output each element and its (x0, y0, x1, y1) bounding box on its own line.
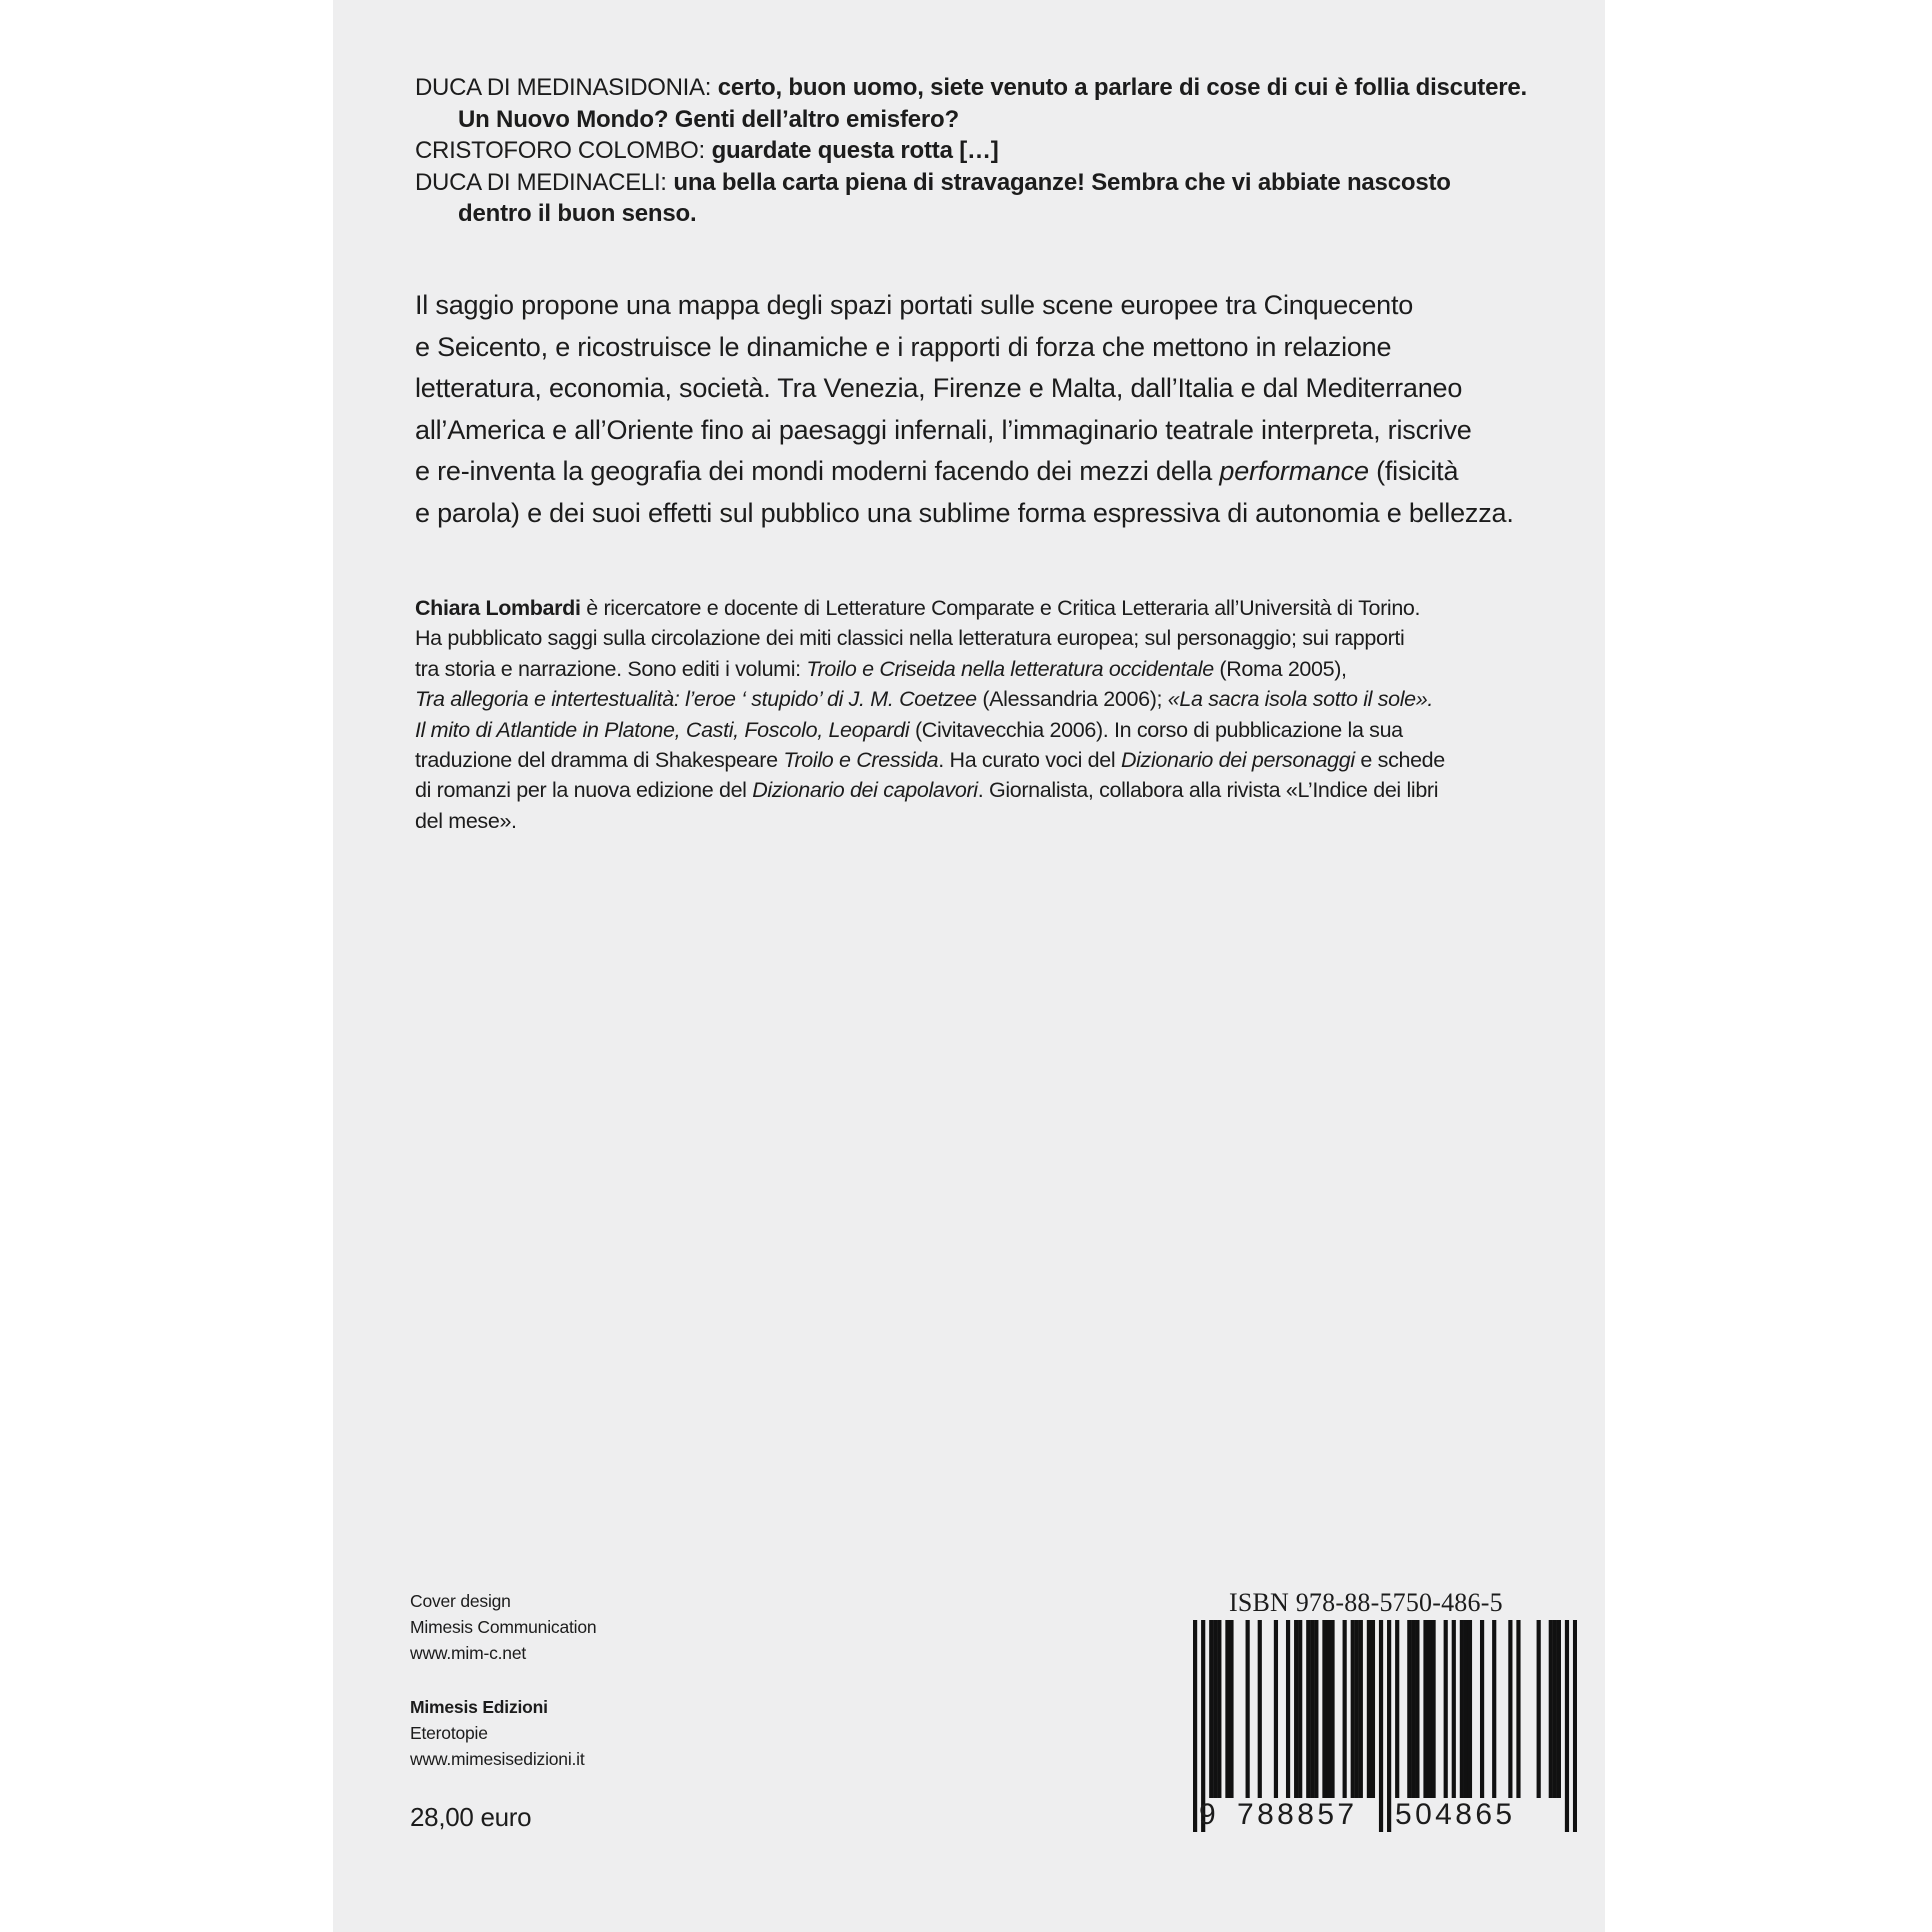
dialogue-line (415, 104, 1535, 136)
barcode-bar (1468, 1620, 1472, 1798)
barcode-bar (1423, 1620, 1427, 1798)
bio-text: (Roma 2005), (1213, 656, 1347, 681)
publisher-name: Mimesis Edizioni (410, 1697, 548, 1717)
bio-text: è ricercatore e docente di Letterature Comparate e Critica Letteraria all’Università di Torino. (580, 596, 1421, 620)
barcode-bar (1415, 1620, 1419, 1798)
barcode-bar (1516, 1620, 1520, 1798)
barcode-bar (1452, 1620, 1456, 1798)
blurb-italic-term: performance (1219, 456, 1369, 487)
bio-line (415, 593, 1555, 623)
barcode-bar (1246, 1620, 1250, 1798)
blurb-text: e re-inventa la geografia dei mondi moderni facendo dei mezzi della (415, 456, 1220, 487)
blurb-line (415, 451, 1555, 493)
dialogue-line (415, 167, 1535, 199)
book-title: Tra allegoria e intertestualità: l’eroe ‘ stupido’ di J. M. Coetzee (415, 687, 977, 712)
bio-text: . Giornalista, collabora alla rivista «L’Indice dei libri (977, 778, 1439, 803)
barcode-bar (1492, 1620, 1496, 1798)
barcode-bar (1371, 1620, 1375, 1798)
book-title: Il mito di Atlantide in Platone, Casti, Foscolo, Leopardi (415, 717, 910, 742)
blurb-line: letteratura, economia, società. Tra Venezia, Firenze e Malta, dall’Italia e dal Mediterraneo (415, 373, 1463, 404)
book-title: Dizionario dei capolavori (752, 778, 978, 803)
bio-line (415, 684, 1555, 714)
barcode-bar (1549, 1620, 1553, 1798)
barcode-bar (1565, 1620, 1569, 1832)
book-title: Dizionario dei personaggi (1120, 748, 1355, 773)
book-back-cover (333, 0, 1605, 1932)
credits-url: www.mim-c.net (410, 1643, 527, 1663)
blurb-line: all’America e all’Oriente fino ai paesaggi infernali, l’immaginario teatrale interpreta, riscrive (415, 414, 1472, 445)
dialogue-line (415, 72, 1535, 104)
speaker-name: DUCA DI MEDINACELI: (415, 168, 667, 196)
barcode-digits: 9 (1199, 1798, 1216, 1831)
book-title: «La sacra isola sotto il sole». (1167, 687, 1433, 712)
barcode-bar (1294, 1620, 1298, 1798)
bio-text: traduzione del dramma di Shakespeare (415, 748, 784, 773)
blurb-line: e Seicento, e ricostruisce le dinamiche e i rapporti di forza che mettono in relazione (415, 331, 1392, 362)
barcode-bar (1431, 1620, 1435, 1798)
dialogue-line (415, 135, 1535, 167)
speaker-name: CRISTOFORO COLOMBO: (415, 137, 705, 164)
barcode-bar (1537, 1620, 1541, 1798)
price-label: 28,00 euro (410, 1802, 532, 1832)
barcode-bar (1480, 1620, 1484, 1798)
book-blurb (415, 285, 1555, 535)
barcode-bar (1460, 1620, 1464, 1798)
barcode-bar (1229, 1620, 1233, 1798)
barcode-bar (1351, 1620, 1355, 1798)
barcode-bar (1573, 1620, 1577, 1832)
author-name: Chiara Lombardi (415, 596, 581, 620)
barcode-bar (1343, 1620, 1347, 1798)
bio-text: . Ha curato voci del (938, 748, 1121, 773)
barcode-bar (1508, 1620, 1512, 1798)
barcode-bar (1355, 1620, 1359, 1798)
bio-text: di romanzi per la nuova edizione del (415, 778, 753, 803)
barcode-bar (1444, 1620, 1448, 1798)
publisher-url: www.mimesisedizioni.it (410, 1749, 585, 1769)
barcode-bar (1258, 1620, 1262, 1798)
series-name: Eterotopie (410, 1723, 488, 1743)
barcode-bar (1306, 1620, 1310, 1798)
barcode-bar (1193, 1620, 1197, 1832)
speech-text: dentro il buon senso. (458, 200, 697, 227)
isbn-label: ISBN 978-88-5750-486-5 (1229, 1588, 1503, 1617)
barcode-bar (1407, 1620, 1411, 1798)
barcode-bar (1274, 1620, 1278, 1798)
author-bio (415, 593, 1555, 836)
credits-studio: Mimesis Communication (410, 1617, 597, 1637)
bio-line (415, 654, 1555, 684)
barcode-bar (1411, 1620, 1415, 1798)
blurb-text: (fisicità (1368, 456, 1459, 487)
bio-line: Ha pubblicato saggi sulla circolazione dei miti classici nella letteratura europea; sul personaggio; sui rapporti (415, 626, 1405, 651)
speaker-name: DUCA DI MEDINASIDONIA: (415, 74, 712, 101)
bio-line (415, 745, 1555, 775)
speech-text: Un Nuovo Mondo? Genti dell’altro emisfero? (458, 105, 959, 133)
book-title: Troilo e Criseida nella letteratura occidentale (806, 656, 1214, 681)
speech-text: certo, buon uomo, siete venuto a parlare di cose di cui è follia discutere. (717, 74, 1527, 101)
bio-line (415, 775, 1555, 805)
barcode-bar (1330, 1620, 1334, 1798)
barcode-bar (1213, 1620, 1217, 1798)
barcode-bar (1286, 1620, 1290, 1798)
blurb-line: e parola) e dei suoi effetti sul pubblico una sublime forma espressiva di autonomia e bellezza. (415, 497, 1514, 528)
bio-line (415, 715, 1555, 745)
barcode-digits: 504865 (1395, 1798, 1516, 1831)
barcode-bar (1427, 1620, 1431, 1798)
cover-credits (410, 1588, 596, 1666)
barcode-bar (1314, 1620, 1318, 1798)
book-title: Troilo e Cressida (783, 748, 939, 773)
barcode-bar (1326, 1620, 1330, 1798)
bio-text: tra storia e narrazione. Sono editi i volumi: (415, 656, 807, 681)
barcode-bar (1395, 1620, 1399, 1798)
barcode-bar (1298, 1620, 1302, 1798)
barcode-bar (1310, 1620, 1314, 1798)
speech-text: guardate questa rotta […] (711, 137, 999, 164)
blurb-line: Il saggio propone una mappa degli spazi portati sulle scene europee tra Cinquecento (415, 290, 1414, 320)
barcode-digits: 788857 (1237, 1798, 1358, 1831)
barcode-bar (1379, 1620, 1383, 1832)
barcode-bar (1359, 1620, 1363, 1798)
bio-text: (Civitavecchia 2006). In corso di pubblicazione la sua (909, 717, 1403, 742)
opening-dialogue (415, 72, 1535, 230)
barcode-bar (1217, 1620, 1221, 1798)
barcode-bar (1387, 1620, 1391, 1832)
credits-label: Cover design (410, 1591, 511, 1611)
bio-text: e schede (1354, 748, 1445, 773)
dialogue-line (415, 198, 1535, 230)
publisher-info (410, 1694, 585, 1772)
bio-text: (Alessandria 2006); (976, 687, 1168, 712)
barcode-bar (1464, 1620, 1468, 1798)
barcode-bar (1209, 1620, 1213, 1798)
barcode-bar (1225, 1620, 1229, 1798)
speech-text: una bella carta piena di stravaganze! Sembra che vi abbiate nascosto (673, 168, 1451, 196)
barcode-bar (1553, 1620, 1557, 1798)
barcode-bar (1367, 1620, 1371, 1798)
bio-line: del mese». (415, 808, 517, 833)
barcode-bar (1322, 1620, 1326, 1798)
barcode-bar (1557, 1620, 1561, 1798)
